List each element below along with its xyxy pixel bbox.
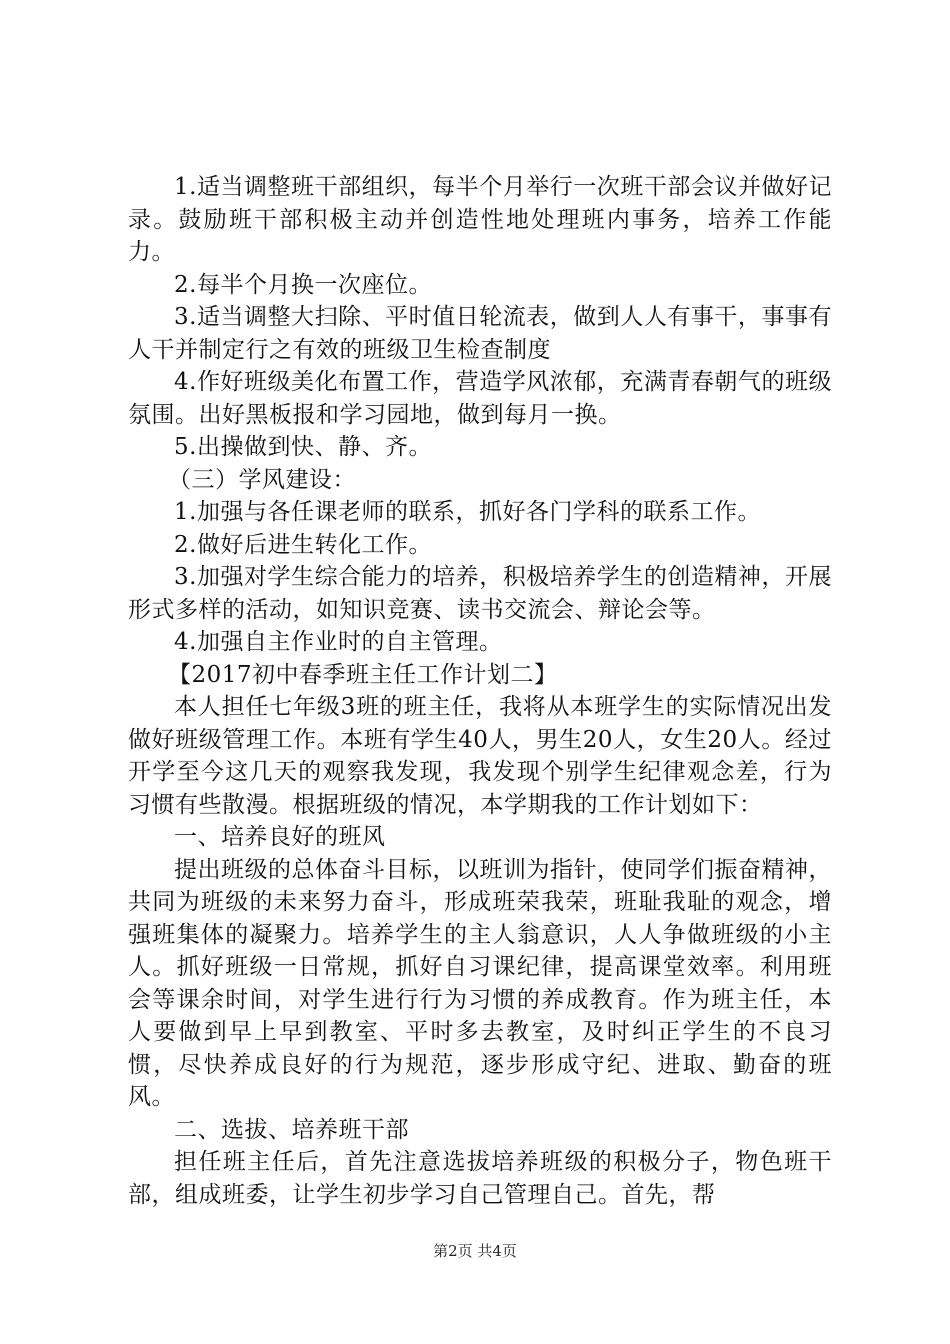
section-heading: 二、选拔、培养班干部 [174, 1116, 409, 1143]
plan-title: 【2017初中春季班主任工作计划二】 [168, 661, 558, 688]
paragraph: 担任班主任后，首先注意选拔培养班级的积极分子，物色班干部，组成班委，让学生初步学习自己管理自己。首先，帮 [128, 1149, 832, 1208]
paragraph: 提出班级的总体奋斗目标，以班训为指针，使同学们振奋精神，共同为班级的未来努力奋斗，形成班荣我荣，班耻我耻的观念，增强班集体的凝聚力。培养学生的主人翁意识，人人争做班级的小主人。抓好班级一日常规，抓好自习课纪律，提高课堂效率。利用班会等课余时间，对学生进行行为习惯的养成教育。作为班主任，本人要做到早上早到教室、平时多去教室，及时纠正学生的不良习惯，尽快养成良好的行为规范，逐步形成守纪、进取、勤奋的班风。 [128, 856, 832, 1110]
page-number-footer: 第2页 共4页 [433, 1242, 517, 1260]
paragraph: 4.作好班级美化布置工作，营造学风浓郁，充满青春朝气的班级氛围。出好黑板报和学习园地，做到每月一换。 [128, 369, 832, 428]
paragraph: 2.每半个月换一次座位。 [174, 271, 432, 298]
paragraph: 5.出操做到快、静、齐。 [174, 434, 432, 460]
section-heading: （三）学风建设： [168, 466, 356, 493]
section-heading: 一、培养良好的班风 [174, 824, 386, 850]
paragraph: 2.做好后进生转化工作。 [174, 531, 432, 558]
paragraph: 3.加强对学生综合能力的培养，积极培养学生的创造精神，开展形式多样的活动，如知识竞赛、读书交流会、辩论会等。 [128, 564, 832, 623]
paragraph: 1.加强与各任课老师的联系，抓好各门学科的联系工作。 [174, 499, 761, 525]
paragraph: 本人担任七年级3班的班主任，我将从本班学生的实际情况出发做好班级管理工作。本班有学生40人，男生20人，女生20人。经过开学至今这几天的观察我发现，我发现个别学生纪律观念差，行为习惯有些散漫。根据班级的情况，本学期我的工作计划如下： [128, 694, 832, 818]
document-body [128, 171, 832, 1211]
paragraph: 1.适当调整班干部组织，每半个月举行一次班干部会议并做好记录。鼓励班干部积极主动并创造性地处理班内事务，培养工作能力。 [128, 174, 832, 265]
paragraph: 4.加强自主作业时的自主管理。 [174, 629, 503, 655]
paragraph: 3.适当调整大扫除、平时值日轮流表，做到人人有事干，事事有人干并制定行之有效的班级卫生检查制度 [128, 304, 832, 363]
